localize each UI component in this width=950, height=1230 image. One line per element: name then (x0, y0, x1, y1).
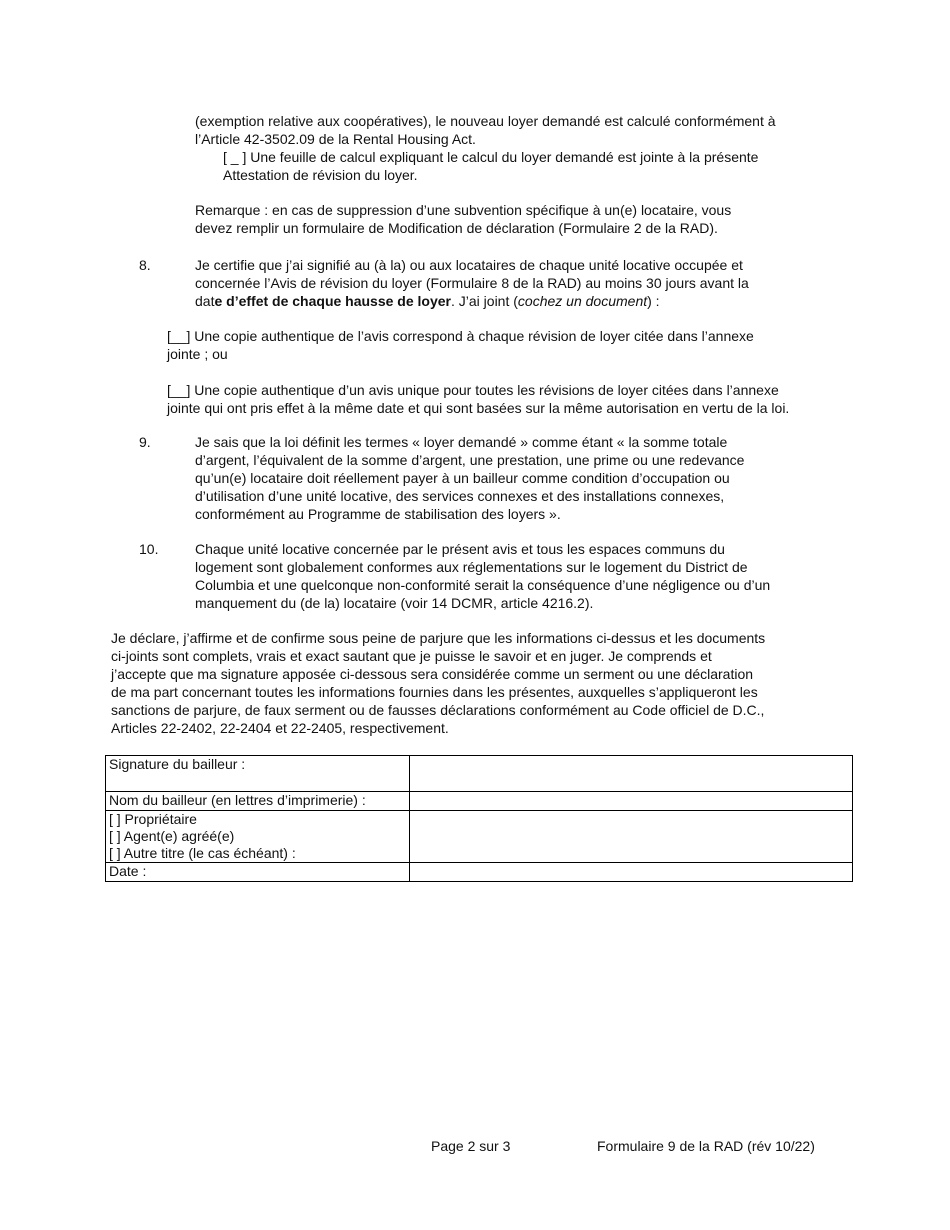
date-field[interactable] (409, 863, 852, 882)
date-label: Date : (106, 863, 410, 882)
title-field[interactable] (409, 811, 852, 863)
signature-label: Signature du bailleur : (106, 756, 410, 792)
landlord-signature-table (105, 755, 853, 882)
title-options (106, 811, 410, 863)
item-8-option-single-copy[interactable]: [__] Une copie authentique d’un avis unique pour toutes les révisions de loyer citées dans l’annexe jointe qui ont pris effet à la même date et qui sont basées sur la même autorisation en vertu de la loi. (167, 382, 790, 416)
form-identifier: Formulaire 9 de la RAD (rév 10/22) (597, 1138, 815, 1154)
remark-paragraph: Remarque : en cas de suppression d’une subvention spécifique à un(e) locataire, vous devez remplir un formulaire de Modification de déclaration (Formulaire 2 de la RAD). (195, 202, 732, 236)
item-10-number: 10. (139, 541, 159, 557)
continuation-paragraph: (exemption relative aux coopératives), le nouveau loyer demandé est calculé conformément à l’Article 42-3502.09 de la Rental Housing Act. (195, 113, 776, 147)
landlord-name-label: Nom du bailleur (en lettres d’imprimerie) : (106, 792, 410, 811)
calculation-sheet-checkbox[interactable]: [ _ ] Une feuille de calcul expliquant le calcul du loyer demandé est jointe à la présente Attestation de révision du loyer. (223, 149, 759, 183)
landlord-name-field[interactable] (409, 792, 852, 811)
item-9-number: 9. (139, 434, 151, 450)
owner-checkbox[interactable]: [ ] Propriétaire (109, 811, 197, 827)
item-9-text: Je sais que la loi définit les termes « loyer demandé » comme étant « la somme totale d’argent, l’équivalent de la somme d’argent, une prestation, une prime ou une redevance qu’un(e) locataire doit réellement payer à un bailleur comme condition d’occupation ou d’utilisation d’une unité locative, des services connexes et des installations connexes, conformément au Programme de stabilisation des loyers ». (195, 434, 745, 522)
agent-checkbox[interactable]: [ ] Agent(e) agréé(e) (109, 828, 235, 844)
item-10-text: Chaque unité locative concernée par le présent avis et tous les espaces communs du logement sont globalement conformes aux réglementations sur le logement du District de Columbia et une quelconque non-conformité serait la conséquence d’une négligence ou d’un manquement du (de la) locataire (voir 14 DCMR, article 4216.2). (195, 541, 771, 611)
item-8-number: 8. (139, 257, 151, 273)
item-8-text: Je certifie que j’ai signifié au (à la) ou aux locataires de chaque unité locative occupée et concernée l’Avis de révision du loyer (Formulaire 8 de la RAD) au moins 30 jours avant la date d’effet de chaque hausse de loyer. J’ai joint (cochez un document) : (195, 257, 749, 309)
perjury-declaration: Je déclare, j’affirme et de confirme sous peine de parjure que les informations ci-dessus et les documents ci-joints sont complets, vrais et exact sautant que je puisse le savoir et en juger. Je comprends et j’accepte que ma signature apposée ci-dessous sera considérée comme un serment ou une déclaration de ma part concernant toutes les informations fournies dans les présentes, auxquelles s’appliqueront les sanctions de parjure, de faux serment ou de fausses déclarations conformément au Code officiel de D.C., Articles 22-2402, 22-2404 et 22-2405, respectivement. (111, 630, 766, 736)
signature-field[interactable] (409, 756, 852, 792)
other-title-checkbox[interactable]: [ ] Autre titre (le cas échéant) : (109, 845, 296, 861)
item-8-option-individual-copies[interactable]: [__] Une copie authentique de l’avis correspond à chaque révision de loyer citée dans l’annexe jointe ; ou (167, 328, 754, 362)
page-number: Page 2 sur 3 (431, 1138, 511, 1154)
